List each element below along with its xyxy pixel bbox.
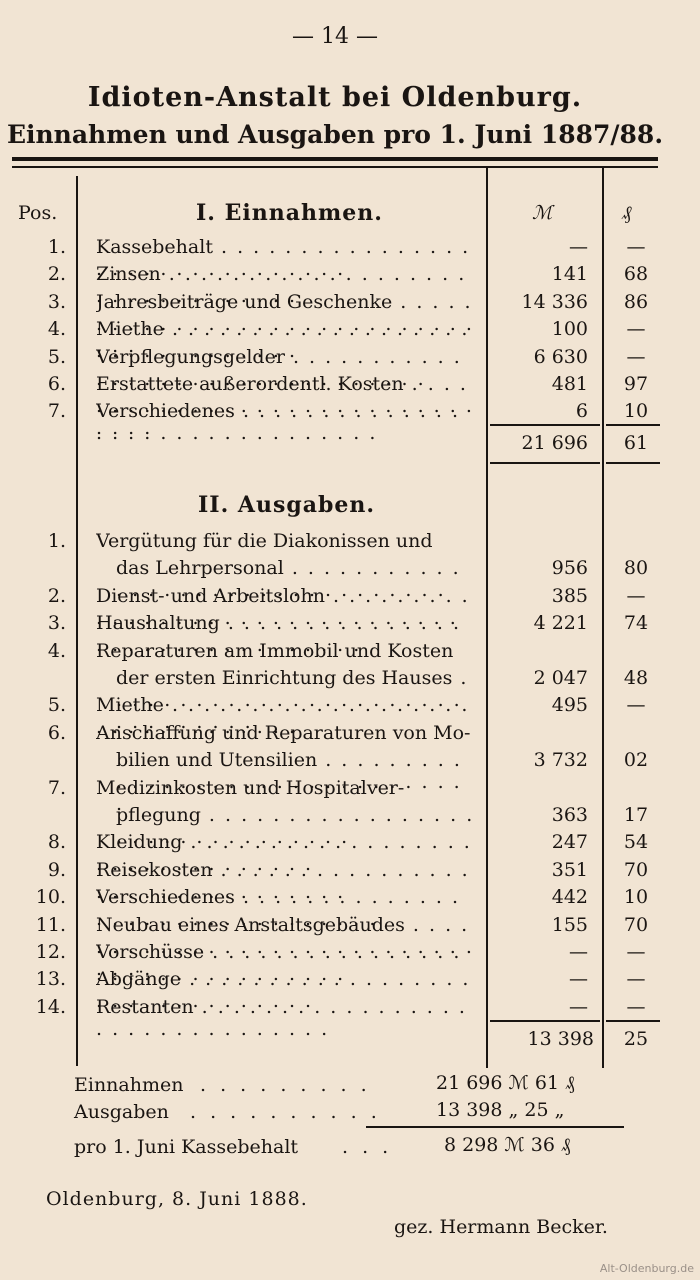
row-position: 8. xyxy=(47,831,66,854)
einnahmen-row xyxy=(0,291,700,319)
row-pf-value: 80 xyxy=(623,557,649,580)
einnahmen-total-pf: 61 xyxy=(623,432,649,454)
einnahmen-sum-line-mark xyxy=(490,424,600,426)
row-mark-value: 385 xyxy=(551,584,588,607)
row-label: Anschaffung und Reparaturen von Mo- xyxy=(96,721,471,744)
row-label: das Lehrpersonal . . . xyxy=(116,557,476,601)
ausgaben-row-continuation xyxy=(0,749,700,777)
row-position: 13. xyxy=(35,968,66,991)
row-mark-value: 141 xyxy=(551,263,588,286)
ausgaben-row-continuation xyxy=(0,804,700,832)
ausgaben-row xyxy=(0,914,700,942)
row-pf-value: 97 xyxy=(623,373,649,395)
ausgaben-row xyxy=(0,694,700,722)
row-label: Verpflegungsgelder . . . xyxy=(96,346,476,390)
row-pf-value: 10 xyxy=(623,886,649,909)
ausgaben-row xyxy=(0,859,700,887)
row-label: Verschiedenes . . . xyxy=(96,886,476,930)
ausgaben-sum-line-pf xyxy=(606,1020,660,1022)
row-pf-value: 02 xyxy=(623,749,649,772)
row-mark-value: 351 xyxy=(551,858,588,881)
header-rule-thick xyxy=(12,157,658,161)
ausgaben-row xyxy=(0,941,700,969)
ausgaben-row xyxy=(0,777,700,805)
summary-balance-dots: . . . xyxy=(342,1136,393,1158)
row-mark-value: — xyxy=(569,968,588,991)
row-pf-value: 68 xyxy=(623,263,649,286)
row-pf-value: 48 xyxy=(623,667,649,689)
einnahmen-double-line-pf xyxy=(606,462,660,464)
summary-balance-value: 8 298 ℳ 36 ₰ xyxy=(444,1134,571,1156)
summary-ausgaben-value: 13 398 „ 25 „ xyxy=(436,1099,565,1121)
summary-ausgaben-label: Ausgaben xyxy=(74,1101,169,1123)
document-title: Idioten-Anstalt bei Oldenburg. xyxy=(87,82,583,113)
signature: gez. Hermann Becker. xyxy=(394,1216,608,1238)
header-rule-thin xyxy=(12,166,658,168)
row-position: 4. xyxy=(47,639,66,662)
row-label: bilien und Utensilien . . . xyxy=(116,749,476,815)
row-label: Reparaturen am Immobil und Kosten xyxy=(96,639,454,662)
row-pf-value: — xyxy=(626,584,646,607)
row-position: 7. xyxy=(47,400,66,423)
row-mark-value: — xyxy=(569,995,588,1018)
ausgaben-total-pf: 25 xyxy=(623,1028,649,1050)
row-position: 5. xyxy=(47,345,66,368)
row-position: 1. xyxy=(47,530,66,552)
place-date: Oldenburg, 8. Juni 1888. xyxy=(46,1188,308,1210)
ausgaben-row xyxy=(0,968,700,996)
ausgaben-row xyxy=(0,886,700,914)
section-heading-ausgaben: II. Ausgaben. xyxy=(198,492,376,518)
row-position: 3. xyxy=(47,290,66,313)
summary-ausgaben-dots: . . . . . . . . . . xyxy=(190,1101,381,1123)
summary-rule xyxy=(366,1126,624,1128)
row-pf-value: 74 xyxy=(623,612,649,635)
einnahmen-sum-line-pf xyxy=(606,424,660,426)
row-position: 3. xyxy=(47,612,66,635)
document-subtitle: Einnahmen und Ausgaben pro 1. Juni 1887/88. xyxy=(6,120,664,149)
row-label: Restanten . . . xyxy=(96,996,476,1040)
einnahmen-total-mark: 21 696 xyxy=(521,432,588,454)
summary-einnahmen-dots: . . . . . . . . . xyxy=(200,1074,371,1096)
row-position: 14. xyxy=(35,995,66,1018)
row-pf-value: 70 xyxy=(623,858,649,881)
row-mark-value: — xyxy=(569,941,588,963)
row-label: Zinsen . . . xyxy=(96,263,476,307)
row-pf-value: — xyxy=(626,995,646,1018)
row-label: Verschiedenes . . . xyxy=(96,400,476,444)
einnahmen-row xyxy=(0,373,700,401)
ausgaben-row xyxy=(0,640,700,668)
ausgaben-row xyxy=(0,612,700,640)
column-header-pf: ₰ xyxy=(622,202,632,224)
row-mark-value: 6 xyxy=(575,400,588,423)
ausgaben-row-continuation xyxy=(0,667,700,695)
row-pf-value: 86 xyxy=(623,290,649,313)
watermark: Alt-Oldenburg.de xyxy=(599,1262,694,1275)
row-label: Erstattete außerordentl. Kosten . . . xyxy=(96,373,476,439)
row-label: Jahresbeiträge und Geschenke . . . xyxy=(96,291,476,357)
row-pf-value: — xyxy=(626,236,646,258)
row-position: 5. xyxy=(47,694,66,717)
einnahmen-row xyxy=(0,236,700,264)
row-label: Medizinkosten und Hospitalver- xyxy=(96,776,405,799)
einnahmen-row xyxy=(0,318,700,346)
row-label: Dienst- und Arbeitslohn . . . xyxy=(96,585,476,629)
summary-einnahmen-label: Einnahmen xyxy=(74,1074,184,1096)
ausgaben-row xyxy=(0,530,700,558)
row-mark-value: 14 336 xyxy=(521,290,588,313)
column-header-mark: ℳ xyxy=(532,202,553,224)
row-pf-value: 54 xyxy=(623,831,649,854)
row-position: 2. xyxy=(47,584,66,607)
row-position: 2. xyxy=(47,263,66,286)
row-label: pflegung . . . xyxy=(116,804,476,848)
row-position: 7. xyxy=(47,776,66,799)
row-mark-value: 363 xyxy=(551,804,588,826)
row-mark-value: — xyxy=(569,236,588,258)
row-mark-value: 2 047 xyxy=(533,667,588,689)
row-mark-value: 495 xyxy=(551,694,588,717)
row-pf-value: — xyxy=(626,345,646,368)
row-mark-value: 6 630 xyxy=(533,345,588,368)
page-number: — 14 — xyxy=(292,24,378,49)
row-position: 10. xyxy=(35,886,66,909)
ausgaben-total-mark: 13 398 xyxy=(527,1028,594,1050)
row-label: Miethe . . . xyxy=(96,318,476,362)
row-pf-value: — xyxy=(626,941,646,963)
einnahmen-row xyxy=(0,346,700,374)
ausgaben-row xyxy=(0,585,700,613)
row-pf-value: 10 xyxy=(623,400,649,423)
row-pf-value: — xyxy=(626,694,646,717)
row-mark-value: 155 xyxy=(551,913,588,936)
ausgaben-row xyxy=(0,831,700,859)
ausgaben-row-continuation xyxy=(0,557,700,585)
row-label: Vorschüsse . . . xyxy=(96,941,476,985)
summary-balance-label: pro 1. Juni Kassebehalt xyxy=(74,1136,299,1158)
row-position: 12. xyxy=(35,941,66,963)
row-position: 6. xyxy=(47,373,66,395)
row-pf-value: — xyxy=(626,318,646,341)
row-position: 6. xyxy=(47,721,66,744)
row-mark-value: 442 xyxy=(551,886,588,909)
column-header-pos: Pos. xyxy=(18,202,58,224)
row-position: 9. xyxy=(47,858,66,881)
row-label: der ersten Einrichtung des Hauses . . . xyxy=(116,667,476,733)
row-mark-value: 481 xyxy=(551,373,588,395)
row-mark-value: 100 xyxy=(551,318,588,341)
section-heading-einnahmen: I. Einnahmen. xyxy=(196,200,383,226)
einnahmen-double-line-mark xyxy=(490,462,600,464)
row-label: Vergütung für die Diakonissen und xyxy=(96,530,433,552)
row-pf-value: 17 xyxy=(623,804,649,826)
row-label: Haushaltung . . . xyxy=(96,612,476,656)
einnahmen-row xyxy=(0,263,700,291)
ausgaben-row xyxy=(0,722,700,750)
row-label: Miethe . . . xyxy=(96,694,476,738)
ausgaben-sum-line-mark xyxy=(490,1020,600,1022)
row-position: 1. xyxy=(47,236,66,258)
row-position: 4. xyxy=(47,318,66,341)
row-pf-value: — xyxy=(626,968,646,991)
row-label: Kassebehalt . . . xyxy=(96,236,476,280)
row-label: Reisekosten . . . xyxy=(96,859,476,903)
row-mark-value: 956 xyxy=(551,557,588,580)
summary-einnahmen-value: 21 696 ℳ 61 ₰ xyxy=(436,1072,575,1094)
row-mark-value: 4 221 xyxy=(533,612,588,635)
row-label: Abgänge . . . xyxy=(96,968,476,1012)
row-label: Neubau eines Anstaltsgebäudes . . . xyxy=(96,914,476,980)
row-position: 11. xyxy=(35,913,66,936)
row-mark-value: 3 732 xyxy=(533,749,588,772)
row-mark-value: 247 xyxy=(551,831,588,854)
row-pf-value: 70 xyxy=(623,913,649,936)
row-label: Kleidung . . . xyxy=(96,831,476,875)
